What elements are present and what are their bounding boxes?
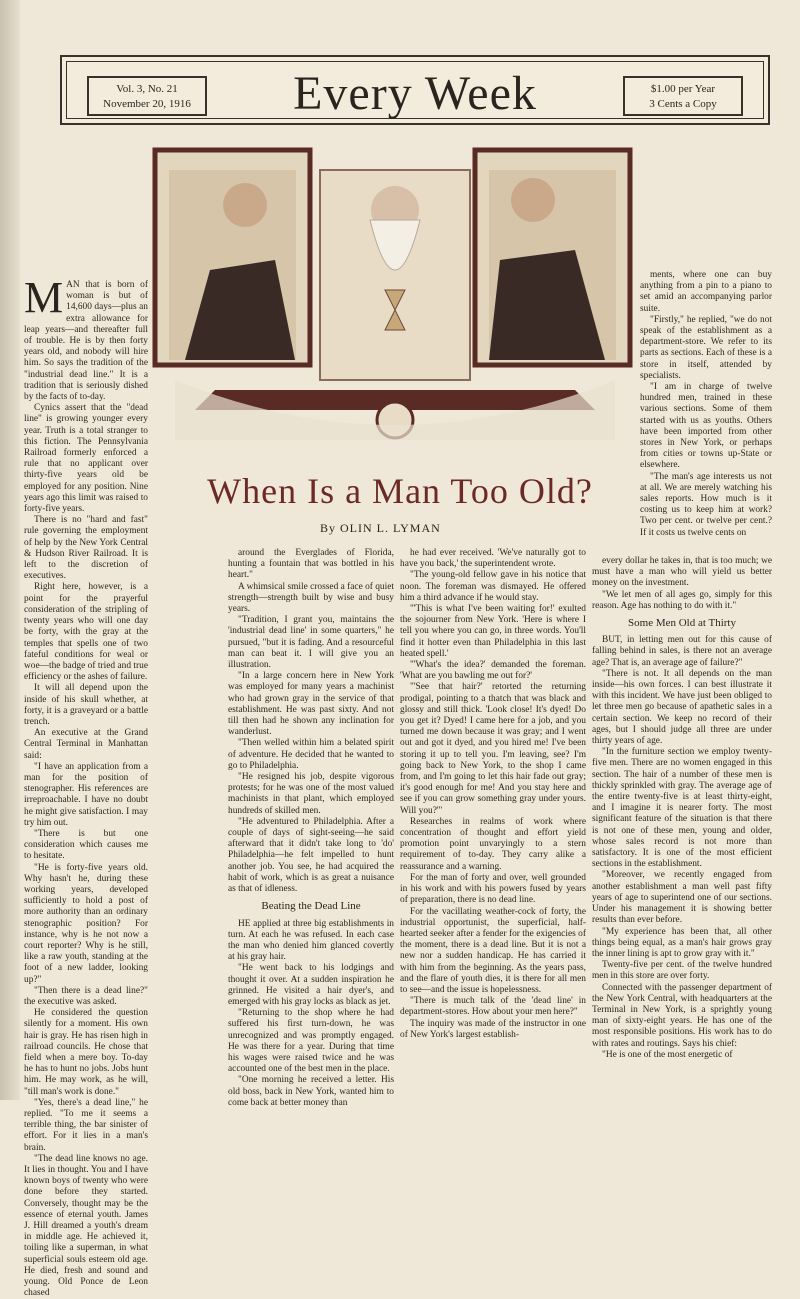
paragraph: "My experience has been that, all other things being equal, as a man's hair grows gray the inner lining is apt to grow gray with it." (592, 926, 772, 959)
paragraph: Researches in realms of work where concentration of thought and effort yield promotion point unvaryingly to a stern requirement of to-day. They carry alike a reassurance and a warning. (400, 816, 586, 872)
magazine-title: Every Week (293, 67, 537, 120)
paragraph: around the Everglades of Florida, hunting a fountain that was bottled in his heart." (228, 548, 394, 581)
column-1-opening: AN that is born of woman is but of 14,600 days—plus an extra allowance for leap years—and thereafter full of trouble. He is by then forty years old, and nobody will hire him. So says the tradition of the "industrial dead line." It is a tradition that is seriously dished by the facts of to-day. (24, 280, 148, 403)
volume-number: Vol. 3, No. 21 (116, 83, 178, 95)
paragraph: "He went back to his lodgings and thought it over. At a sudden inspiration he grinned. He visited a hair dyer's, and emerged with his gray locks as black as jet. (228, 963, 394, 1007)
price-per-copy: 3 Cents a Copy (649, 98, 717, 110)
paragraph: For the man of forty and over, well grounded in his work and with his powers fused by years of preparation, there is no dead line. (400, 872, 586, 906)
paragraph: There is no "hard and fast" rule governing the employment of help by the New York Central & Hudson River Railroad. It is left to the discretion of executives. (24, 515, 148, 582)
paragraph: "Returning to the shop where he had suffered his first turn-down, he was unrecognized and was promptly engaged. He was there for a year. During that time his wages were raised twice and he was accounted one of the best men in the place. (228, 1008, 394, 1075)
price-per-year: $1.00 per Year (650, 83, 716, 95)
drop-cap-m: M (24, 273, 64, 322)
column-4-top (640, 270, 772, 555)
older-man-head (511, 178, 555, 222)
paragraph: For the vacillating weather-cock of forty, the industrial opportunist, the superficial, half-hearted seeker after a fender for the exigencies of the moment, there is a dead line. But it is not a new nor a sudden handicap. He has carried it with him from the beginning. As the years pass, and the flare of youth dies, it is there for all men to see—and the issue is hopelessness. (400, 906, 586, 995)
paragraph: "Then there is a dead line?" the executive was asked. (24, 985, 148, 1007)
article-byline: By OLIN L. LYMAN (320, 521, 441, 535)
paragraph: "He adventured to Philadelphia. After a couple of days of sight-seeing—he said afterward that it didn't take long to 'do' Philadelphia—he felt impelled to hunt another job. You see, he had acquired the habit of work, which is as great a nuisance as that of idleness. (228, 816, 394, 895)
paragraph: "Yes, there's a dead line," he replied. "To me it seems a terrible thing, the bar sinister of effort. For it lies in a man's brain. (24, 1097, 148, 1153)
paragraph: "In the furniture section we employ twenty-five men. There are no women engaged in this section. The hair of a number of these men is thickly sprinkled with gray. The average age of the entire twenty-five is at least thirty-eight, and I imagine it is nearer forty. The most significant feature of the situation is that there is not one of these men, young and older, whose sales record is not more than satisfactory. It is one of the most efficient sections in the establishment. (592, 747, 772, 870)
paragraph: Right here, however, is a point for the prayerful consideration of the stripling of twenty years who will one day be forty, with the gray at the temples that spells one of two fateful conditions for weal or woe—the badge of tried and true efficiency or the ashes of failure. (24, 582, 148, 683)
paragraph: Twenty-five per cent. of the twelve hundred men in this store are over forty. (592, 960, 772, 982)
column-1 (24, 273, 148, 1299)
paragraph: "The dead line knows no age. It lies in thought. You and I have known boys of twenty who were done before they started. Conversely, thought may be the essence of eternal youth. James J. Hill dreamed a youth's dream in middle age. He achieved it, toiling like a superman, in what superficial souls esteem old age. He died, fresh and sound and young. Old Ponce de Leon chased (24, 1153, 148, 1299)
paragraph: "Then welled within him a belated spirit of adventure. He decided that he wanted to go to Philadelphia. (228, 738, 394, 771)
paragraph: "One morning he received a letter. His old boss, back in New York, wanted him to come back at better money than (228, 1075, 394, 1108)
paragraph: "I am in charge of twelve hundred men, trained in these various sections. Some of them started with us as youths. Others have been imported from other stores in New York, or perhaps from cities or towns up-State or elsewhere. (640, 382, 772, 471)
paragraph: "We let men of all ages go, simply for this reason. Age has nothing to do with it." (592, 589, 772, 611)
young-man-head (223, 183, 267, 227)
paragraph: "He is forty-five years old. Why hasn't he, during these working years, developed sufficiently to hold a post of more authority than an ordinary stenographic position? For instance, why is he not now a court reporter? Why is he still, like a raw youth, standing at the foot of a new ladder, looking up?" (24, 862, 148, 985)
paragraph: "The young-old fellow gave in his notice that noon. The foreman was dismayed. He offered him a third advance if he would stay. (400, 570, 586, 603)
illustration (155, 150, 635, 450)
paragraph: A whimsical smile crossed a face of quiet strength—strength built by wise and busy years. (228, 581, 394, 615)
paragraph: "I have an application from a man for the position of stenographer. His references are irreproachable. I have no doubt he might give satisfaction. I may try him out. (24, 761, 148, 828)
paragraph: Cynics assert that the "dead line" is growing younger every year. Truth is a total stranger to this fiction. The Pennsylvania Railroad formerly enforced a rule that no applicant over thirty-five years old be employed for any position. Nine years ago this limit was raised to forty-five years. (24, 403, 148, 515)
article-headline: When Is a Man Too Old? (207, 471, 593, 511)
paragraph: every dollar he takes in, that is too much; we must have a man who will yield us better money on the investment. (592, 556, 772, 589)
column-2 (228, 548, 394, 1108)
paragraph: "In a large concern here in New York was employed for many years a machinist who had grown gray in the service of that establishment. He was past sixty. And not till then had he shown any inclination for wanderlust. (228, 671, 394, 738)
paragraph: "There is not. It all depends on the man inside—his own forces. I can best illustrate it with this incident. We have just been obliged to let three men go because of apathetic sales in a certain section. We keep no record of their ages, but I should judge all three are under thirty years of age. (592, 668, 772, 747)
paragraph: he had ever received. 'We've naturally got to have you back,' the superintendent wrote. (400, 548, 586, 570)
paragraph: The inquiry was made of the instructor in one of New York's largest establish- (400, 1018, 586, 1040)
subhead-some-men-old-at-thirty: Some Men Old at Thirty (628, 617, 736, 630)
price-box (623, 76, 743, 116)
masthead (60, 55, 770, 125)
issue-date: November 20, 1916 (103, 98, 191, 110)
paragraph: "Firstly," he replied, "we do not speak of the establishment as a department-store. We refer to its parts as sections. Each of these is a store in itself, attended by specialists. (640, 314, 772, 381)
paragraph: "There is but one consideration which causes me to hesitate. (24, 828, 148, 862)
paragraph: "He is one of the most energetic of (602, 1049, 733, 1060)
subhead-beating-the-dead-line: Beating the Dead Line (261, 900, 361, 913)
paragraph: An executive at the Grand Central Terminal in Manhattan said: (24, 728, 148, 761)
paragraph: "'This is what I've been waiting for!' exulted the sojourner from New York. 'Here is where I tell you where you can go, in three words. You'll find it hotter even than Philadelphia in this last heated spell.' (400, 604, 586, 659)
paragraph: "'What's the idea?' demanded the foreman. 'What are you bawling me out for?' (400, 660, 586, 682)
paragraph: HE applied at three big establishments in turn. At each he was refused. In each case the man who denied him glanced covertly at his gray hair. (228, 918, 394, 963)
paragraph: "Tradition, I grant you, maintains the 'industrial dead line' in some quarters," he pursued, "but it is fading. And a resourceful man can beat it. I will give you an illustration. (228, 615, 394, 671)
paragraph: "'See that hair?' retorted the returning prodigal, pointing to a thatch that was black and glossy and still thick. 'Look close! It's dyed! Do you get it? Dyed! I came here for a job, and you turned me down because it was gray; and I went out and got it dyed, and you hired me! I've been storing it up to tell you. I'm leaving, see? I'm going back to New York, to the shop I came from, and I'm going to let this hair fade out gray; it's good enough for me! And you stay here and see if you can grow something gray under yours. Will you?'" (400, 682, 586, 816)
paragraph: It will all depend upon the inside of his skull whether, at forty, it is a graveyard or a battle trench. (24, 683, 148, 727)
paragraph: "The man's age interests us not at all. We are merely watching his sales reports. How much is it costing us to keep him at work? Two per cent. or twelve per cent.? If it costs us twelve cents on (640, 471, 772, 538)
paragraph: "There is much talk of the 'dead line' in department-stores. How about your men here?" (400, 996, 586, 1018)
paragraph: Connected with the passenger department of the New York Central, with headquarters at the Terminal in New York, is a sprightly young man of sixty-eight years. He has one of the most responsible positions. His work has to do with rates and routings. Says his chief: (592, 982, 772, 1049)
paragraph: BUT, in letting men out for this cause of falling behind in sales, is there not an average age? That is, an average age of failure?" (592, 635, 772, 668)
issue-box (87, 76, 207, 116)
column-3 (400, 548, 586, 1093)
page-edge (0, 0, 20, 1100)
paragraph: He considered the question silently for a moment. His own hair is gray. He has risen high in railroad councils. He chose that field when a mere boy. To-day he has to hunt no jobs. Jobs hunt him. He may work, as he will, "till man's work is done." (24, 1008, 148, 1097)
paragraph: "Moreover, we recently engaged from another establishment a man well past fifty years of age to superintend one of our sections. Under his management it is showing better results than ever before. (592, 870, 772, 926)
paragraph: "He resigned his job, despite vigorous protests; for he was one of the most valued machinists in that plant, which employed hundreds of skilled men. (228, 772, 394, 816)
column-4 (592, 556, 772, 1091)
paragraph: ments, where one can buy anything from a pin to a piano to set amid an accompanying parlor suite. (640, 270, 772, 314)
